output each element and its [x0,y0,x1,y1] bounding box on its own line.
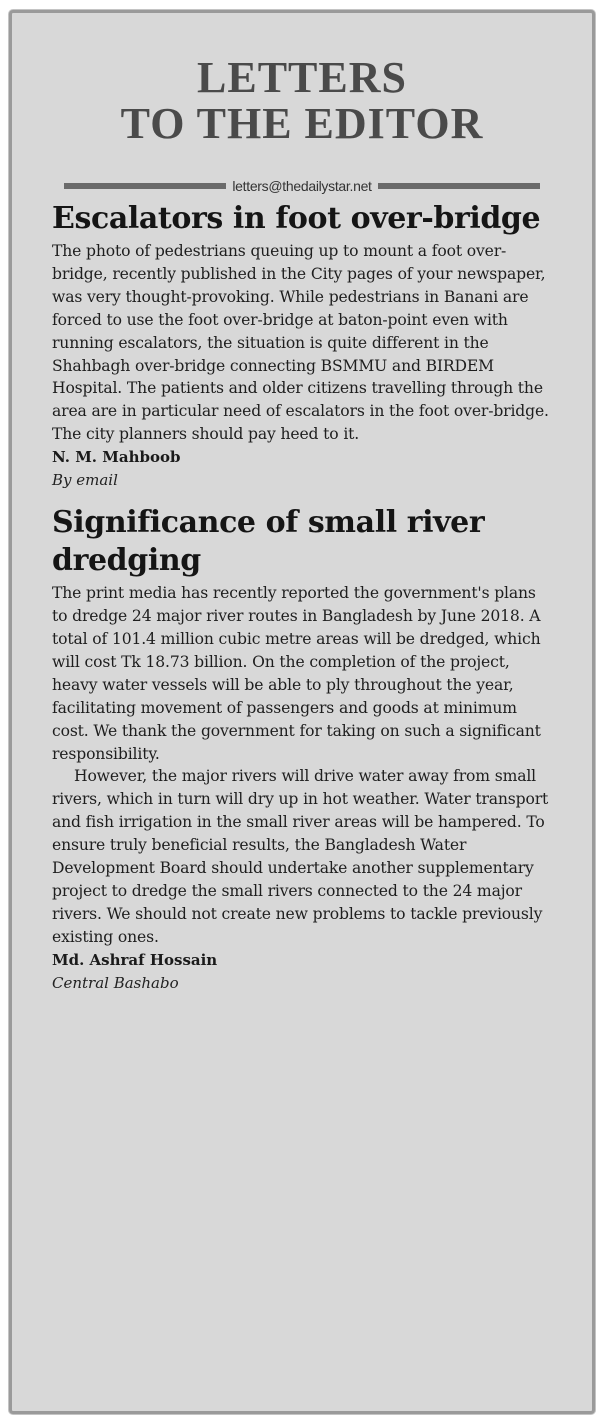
section-masthead [12,55,592,147]
rule-left [64,183,226,189]
letter-author: Md. Ashraf Hossain [52,950,218,969]
letter-location: By email [52,471,118,490]
masthead-line-2: TO THE EDITOR [120,99,484,148]
rule-right [378,183,540,189]
letter-body-paragraph: The photo of pedestrians queuing up to mount a foot over-bridge, recently published in the City pages of your newspaper, was very thought-provoking. While pedestrians in Banani are forced to use the foot over-bridge at baton-point even with running escalators, the situation is quite different in the Shahbagh over-bridge connecting BSMMU and BIRDEM Hospital. The patients and older citizens travelling through the area are in particular need of escalators in the foot over-bridge. The city planners should pay heed to it. [52,242,549,444]
letter-1 [52,200,552,492]
letters-content [52,200,552,1007]
letter-headline: Significance of small river dredging [52,505,485,579]
masthead-line-1: LETTERS [197,53,407,102]
letter-headline: Escalators in foot over-bridge [52,201,541,236]
letter-body-paragraph: The print media has recently reported the government's plans to dredge 24 major river routes in Bangladesh by June 2018. A total of 101.4 million cubic metre areas will be dredged, which will cost Tk 18.73 billion. On the completion of the project, heavy water vessels will be able to ply throughout the year, facilitating movement of passengers and goods at minimum cost. We thank the government for taking on such a significant responsibility. [52,584,541,763]
letter-author: N. M. Mahboob [52,448,181,467]
editor-email: letters@thedailystar.net [232,178,372,194]
email-rule [64,175,540,197]
letter-body-paragraph: However, the major rivers will drive water away from small rivers, which in turn will dry up in hot weather. Water transport and fish irrigation in the small river areas will be hampered. To ensure truly beneficial results, the Bangladesh Water Development Board should undertake another supplementary project to dredge the small rivers connected to the 24 major rivers. We should not create new problems to tackle previously existing ones. [52,767,549,946]
letter-location: Central Bashabo [52,973,179,992]
letter-2 [52,504,552,995]
